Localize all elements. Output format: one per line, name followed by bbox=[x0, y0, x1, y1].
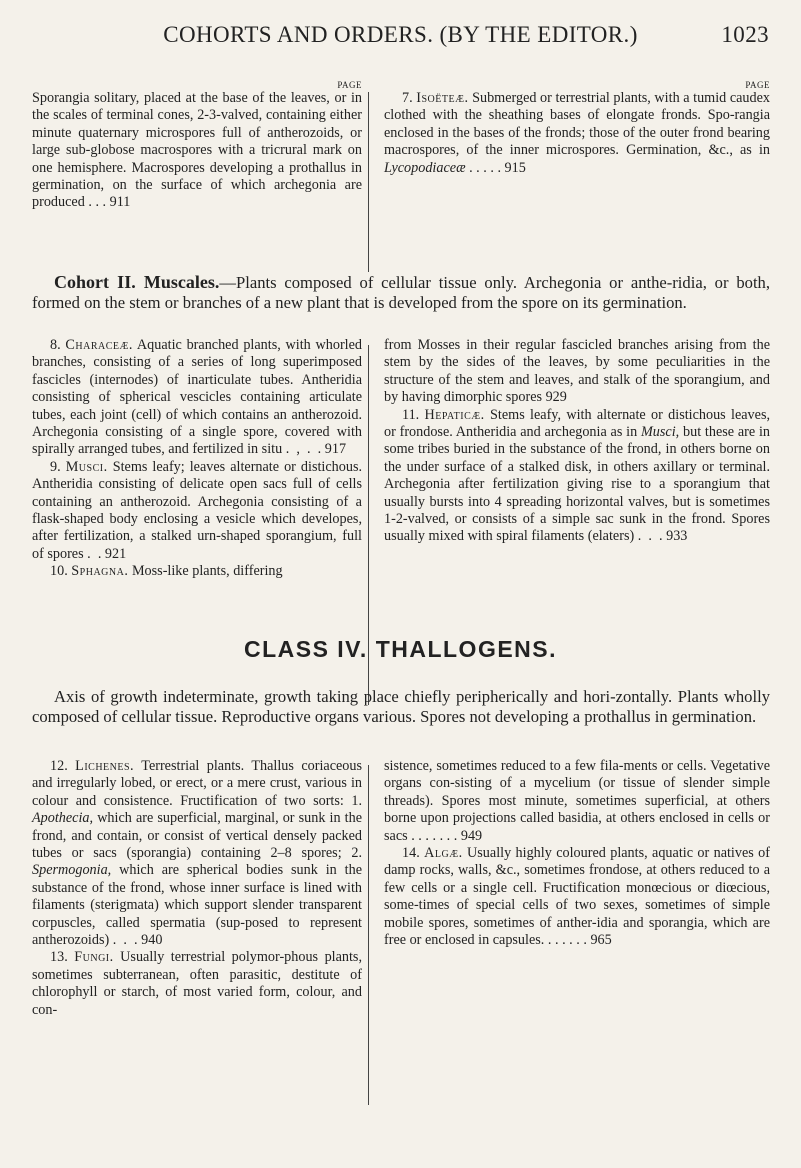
class-paragraph: Axis of growth indeterminate, growth taking place chiefly peripherically and hori-zontally. Plants wholly composed of cellular tissue. Reproductive organs various. Spores not developing a prothallus in germination. bbox=[32, 687, 770, 726]
header-page-number: 1023 bbox=[721, 22, 769, 47]
order-7: 7. Isoëteæ. Submerged or terrestrial plants, with a tumid caudex clothed with the sheathing bases of elongate fronds. Spo-rangia enclosed in the bases of the fronds; those of the outer frond bearing macrospores, of the inner microspores. Germination, &c., as in Lycopodiaceæ . . . . . 915 bbox=[384, 90, 770, 176]
page-ref: 965 bbox=[590, 932, 612, 949]
top-left-column bbox=[32, 80, 362, 212]
order-9: 9. Musci. Stems leafy; leaves alternate or distichous. Antheridia consisting of delicate open sacs full of cells containing an antherozoid. Archegonia consisting of a flask-shaped body enclosing a vesicle which developes, after fertilization, a stalked urn-shaped sporangium, full of spores . . 921 bbox=[32, 458, 363, 562]
cohort-paragraph: Cohort II. Muscales.—Plants composed of cellular tissue only. Archegonia or anthe-ridia, or both, formed on the stem or branches of a new plant that is developed from the spore on its germination. bbox=[32, 272, 770, 312]
page-ref: 949 bbox=[460, 827, 483, 844]
page-ref: 921 bbox=[104, 545, 127, 562]
class-heading: CLASS IV. THALLOGENS. bbox=[243, 636, 558, 662]
page-column-label: PAGE bbox=[337, 80, 362, 90]
order-description: Sporangia solitary, placed at the base of the leaves, or in the scales of terminal cones, 2-3-valved, containing either minute quaternary microspores full of antherozoids, or large sub-globose macrospores with a tricrural mark on one hemisphere. Macrospores developing a prothallus in germination, on the surface of which archegonia are produced . . . 911 bbox=[32, 90, 362, 211]
class-left-column bbox=[32, 758, 362, 1019]
page-ref: 940 bbox=[141, 932, 163, 949]
page-ref: 917 bbox=[324, 441, 347, 458]
orders-right-column bbox=[384, 337, 770, 546]
page-column-label: PAGE bbox=[745, 80, 770, 90]
page-ref: 911 bbox=[109, 194, 131, 211]
column-divider bbox=[368, 92, 369, 272]
header-title: COHORTS AND ORDERS. (BY THE EDITOR.) bbox=[163, 22, 638, 47]
top-right-column bbox=[384, 80, 770, 177]
order-8: 8. Characeæ. Aquatic branched plants, with whorled branches, consisting of a series of long superimposed fascicles (internodes) of inarticulate tubes. Antheridia consisting of spherical vescicles containing articulate tubes, each joint (cell) of which contains an antherozoid. Archegonia consisting of a single spore, covered with spirally arranged tubes, and fertilized in situ . , . . 917 bbox=[32, 337, 362, 458]
order-10-continued: from Mosses in their regular fascicled branches arising from the stem by the sides of the leaves, by some peculiarities in the structure of the stem and leaves, and stalk of the sporangium, and by having dimorphic spores 929 bbox=[384, 337, 770, 406]
order-12: 12. Lichenes. Terrestrial plants. Thallus coriaceous and irregularly lobed, or erect, or a mere crust, various in colour and consistence. Fructification of two sorts: 1. Apothecia, which are superficial, marginal, or sunk in the frond, and contain, or consist of vertical densely packed tubes or sacs (sporangia) containing 2–8 spores; 2. Spermogonia, which are spherical bodies sunk in the substance of the frond, whose inner surface is lined with filaments (sterigmata) which support slender transparent corpuscles, called spermatia (sup-posed to represent antherozoids) . . . 940 bbox=[32, 758, 363, 949]
page-ref: 933 bbox=[666, 528, 688, 545]
order-13: 13. Fungi. Usually terrestrial polymor-phous plants, sometimes subterranean, often parasitic, destitute of chlorophyll or starch, of most varied form, colour, and con- bbox=[32, 949, 363, 1018]
orders-left-column bbox=[32, 337, 362, 581]
class-right-column bbox=[384, 758, 770, 949]
order-10: 10. Sphagna. Moss-like plants, differing bbox=[50, 563, 283, 580]
order-14: 14. Algæ. Usually highly coloured plants, aquatic or natives of damp rocks, walls, &c., sometimes frondose, at others reduced to a few cells or a single cell. Fructification monœcious or diœcious, some-times of special cells of two sexes, sometimes of simple mobile spores, sometimes of anther-idia and sporangia, which are free or enclosed in capsules. . . . . . . 965 bbox=[384, 845, 770, 949]
column-divider bbox=[368, 765, 369, 1105]
cohort-heading: Cohort II. Muscales. bbox=[54, 272, 220, 292]
running-header bbox=[32, 16, 769, 56]
page-ref: 929 bbox=[545, 389, 567, 406]
order-11: 11. Hepaticæ. Stems leafy, with alternate or distichous leaves, or frondose. Antheridia and archegonia as in Musci, but these are in some tribes buried in the substance of the frond, in others borne on the under surface of a stalked disk, in others axillary or terminal. Archegonia after fertilization giving rise to a sporangium that usually bursts into 4 spreading horizontal valves, but is sometimes 1-2-valved, or consists of a simple sac sunk in the frond. Spores usually mixed with spiral filaments (elaters) . . . 933 bbox=[384, 406, 771, 545]
order-13-continued: sistence, sometimes reduced to a few fila-ments or cells. Vegetative organs con-sisting of a mycelium (or tissue of slender simple threads). Spores most minute, sometimes superficial, at others borne upon projections called basidia, at others enclosed in cells or sacs . . . . . . . 949 bbox=[384, 758, 770, 844]
page-ref: 915 bbox=[504, 159, 526, 176]
